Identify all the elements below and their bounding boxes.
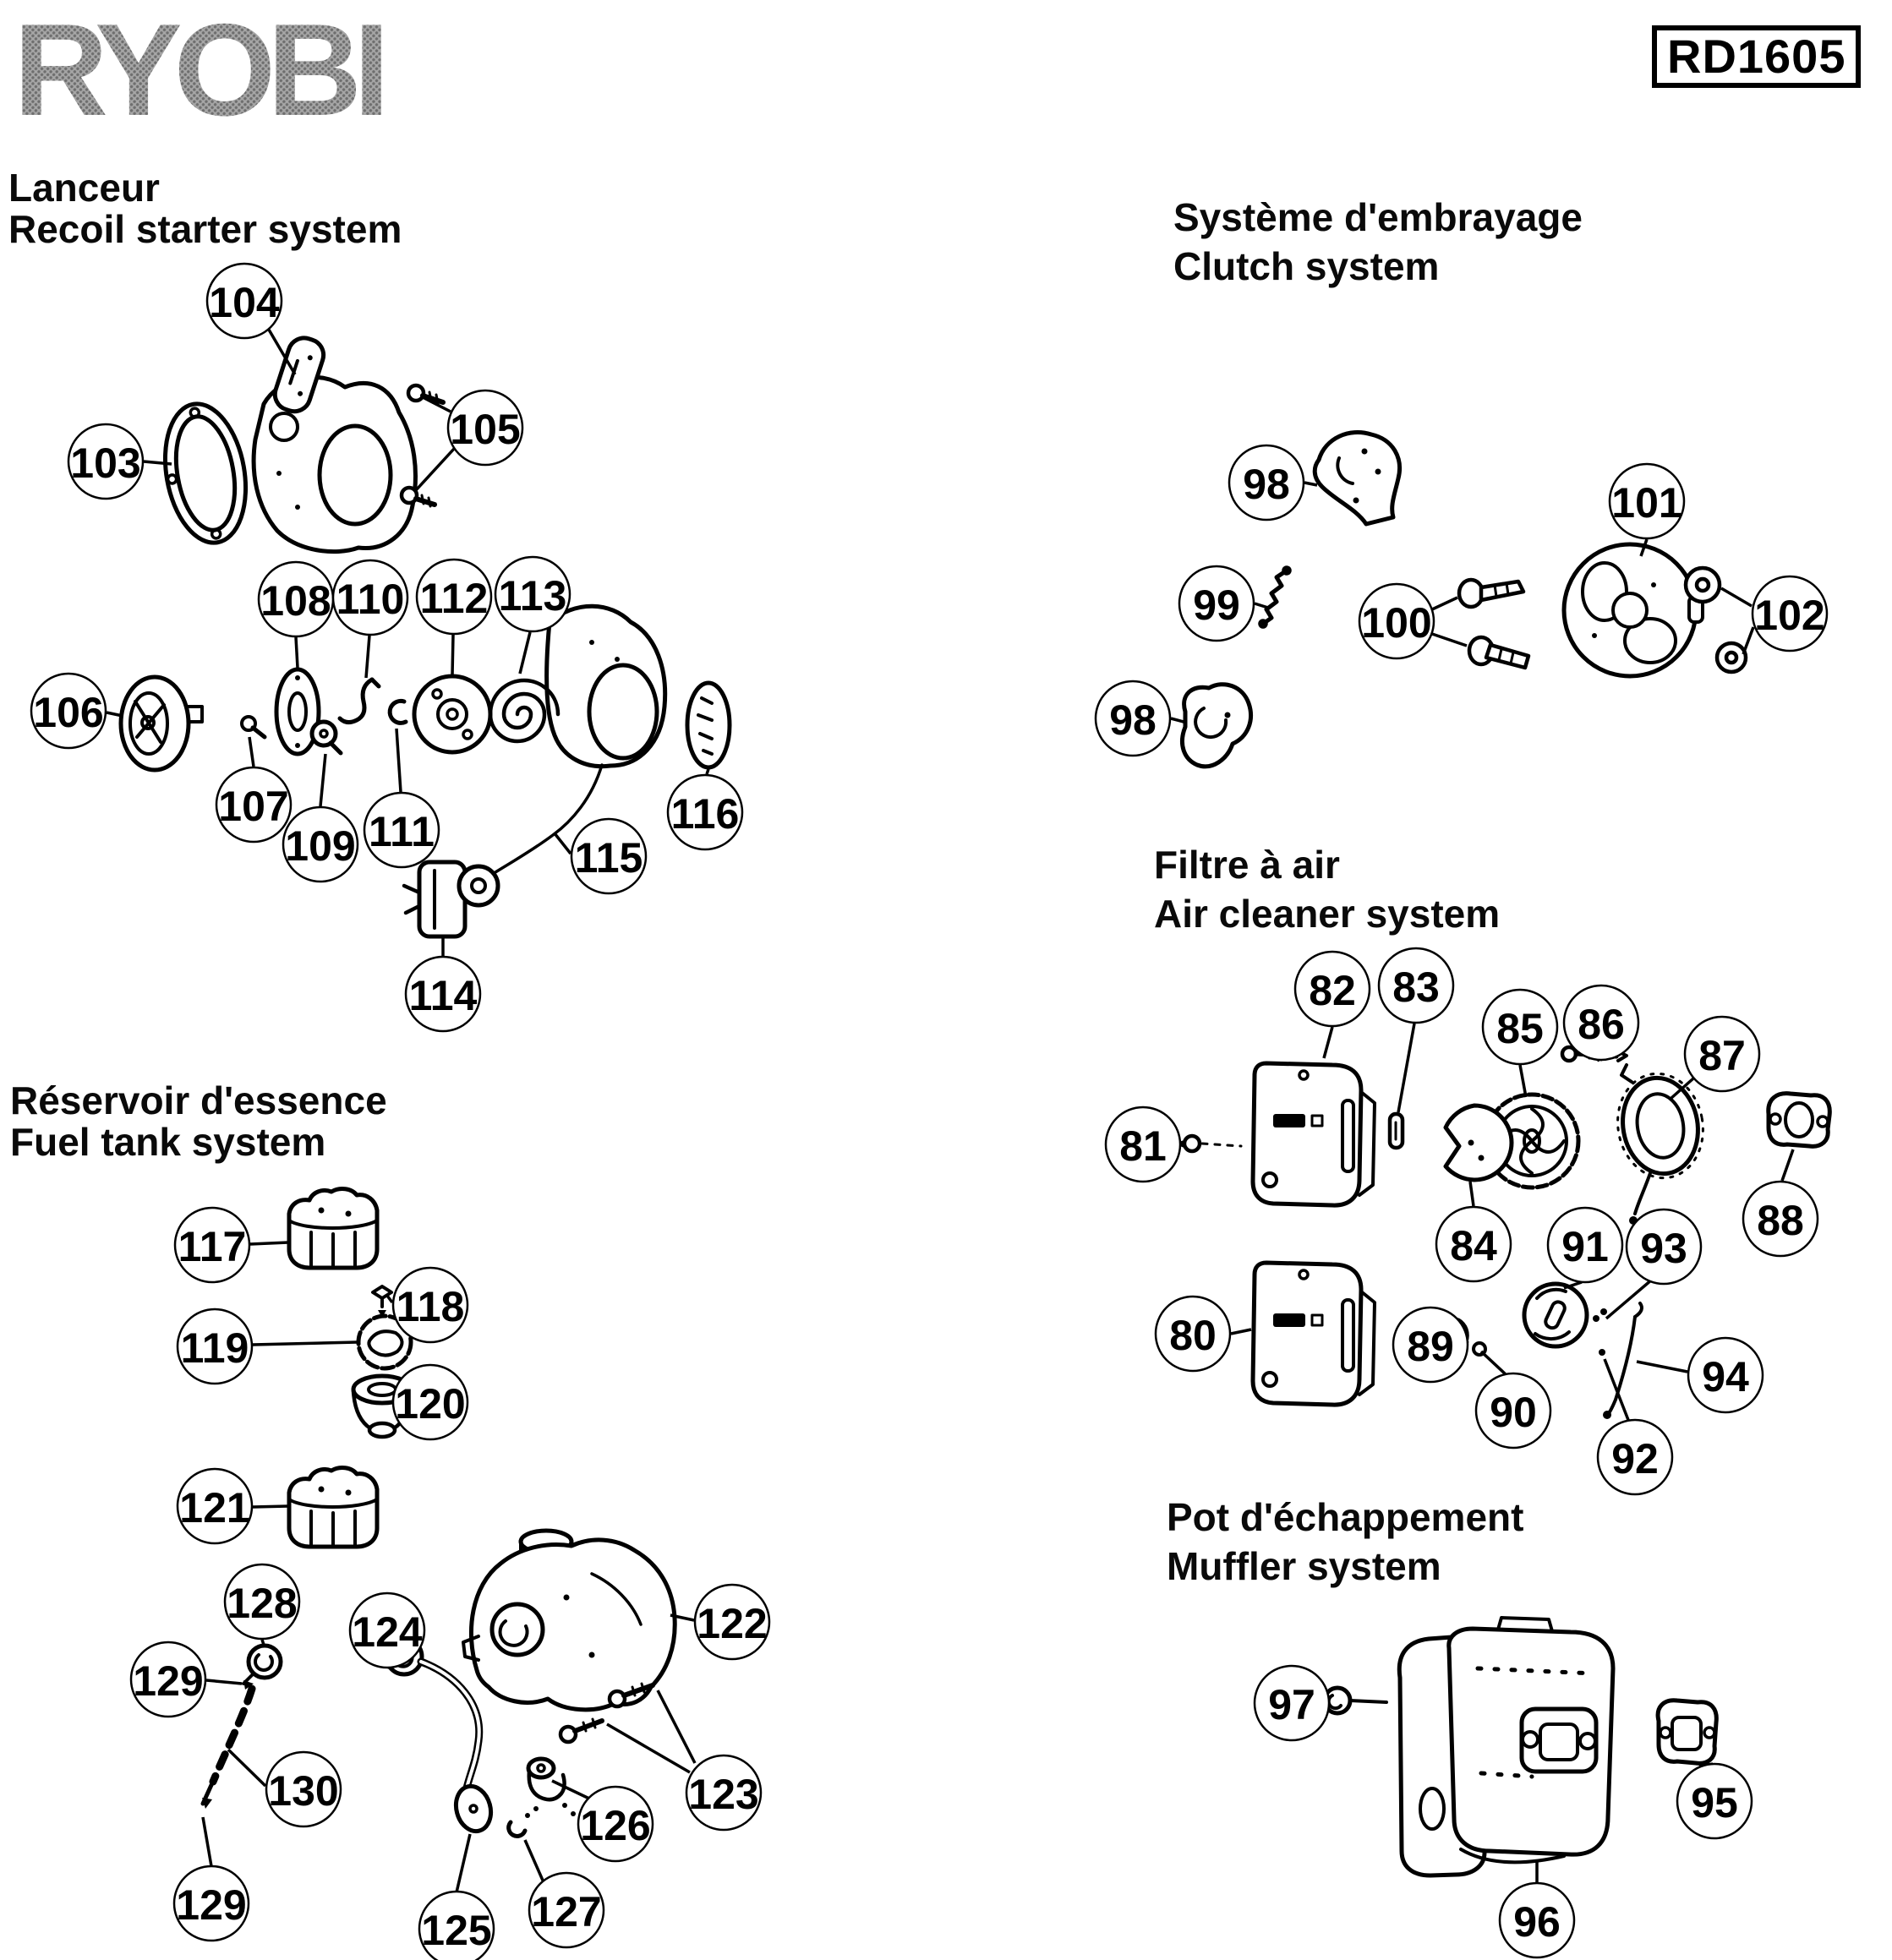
callout-number-129b: 129	[176, 1881, 247, 1929]
callout-number-124: 124	[352, 1608, 423, 1656]
callout-number-129a: 129	[133, 1657, 204, 1705]
callout-116	[668, 769, 742, 849]
part-clutch-shoe-a	[1315, 433, 1399, 524]
section-title-air-fr: Filtre à air	[1154, 843, 1340, 887]
section-title-clutch-en: Clutch system	[1173, 244, 1440, 288]
part-starter-handle	[404, 862, 498, 936]
callout-88	[1743, 1149, 1818, 1256]
leader-line-129b	[203, 1817, 211, 1866]
callout-number-94: 94	[1702, 1353, 1749, 1400]
section-title-muffler	[1167, 1493, 1523, 1591]
callout-98b	[1096, 681, 1184, 756]
callout-number-86: 86	[1578, 1001, 1625, 1048]
callout-number-97: 97	[1268, 1681, 1315, 1728]
section-title-air-en: Air cleaner system	[1154, 892, 1501, 936]
callout-number-113: 113	[498, 572, 567, 620]
callout-85	[1483, 990, 1557, 1097]
leader-line-105	[416, 449, 454, 490]
part-fuel-clip	[509, 1806, 539, 1836]
leader-line-112	[452, 635, 453, 675]
part-clutch-drum	[1564, 544, 1703, 676]
model-number-box	[1652, 25, 1861, 88]
callout-86	[1564, 985, 1638, 1061]
part-muffler-bolt-cap	[1325, 1688, 1386, 1713]
callout-127	[525, 1840, 604, 1947]
callout-130	[228, 1750, 341, 1826]
callout-number-117: 117	[178, 1223, 247, 1270]
callout-93	[1606, 1209, 1701, 1318]
leader-line-123	[658, 1690, 695, 1763]
callout-number-93: 93	[1640, 1225, 1687, 1272]
callout-89	[1393, 1308, 1468, 1382]
part-recoil-pawl	[312, 722, 341, 753]
callout-110	[333, 560, 407, 678]
part-recoil-pulley	[121, 677, 202, 770]
callout-number-81: 81	[1119, 1122, 1167, 1170]
callout-number-95: 95	[1691, 1779, 1738, 1826]
section-title-recoil-fr: Lanceur	[8, 166, 160, 210]
callout-number-85: 85	[1496, 1005, 1544, 1052]
part-recoil-spring-clip	[340, 680, 379, 723]
callout-101	[1610, 464, 1684, 556]
leader-line-98b	[1171, 718, 1184, 722]
callout-120	[392, 1365, 468, 1439]
leader-line-116	[707, 769, 708, 774]
callout-103	[68, 424, 172, 499]
callout-number-114: 114	[408, 972, 478, 1019]
part-air-filter	[1446, 1106, 1512, 1180]
leader-line-98a	[1304, 483, 1317, 485]
part-fuel-cap-2	[289, 1468, 377, 1547]
part-fuel-grommet	[243, 1646, 281, 1684]
part-air-gasket	[1769, 1094, 1830, 1147]
leader-line-99	[1255, 603, 1268, 608]
callout-number-122: 122	[697, 1600, 768, 1647]
leader-line-119	[253, 1342, 358, 1345]
leader-line-110	[366, 636, 369, 678]
section-title-fuel-fr: Réservoir d'essence	[10, 1078, 387, 1122]
leader-line-127	[525, 1840, 544, 1882]
part-air-latch	[1390, 1114, 1403, 1148]
callout-115	[555, 819, 646, 893]
leader-line-100	[1432, 598, 1457, 609]
callout-number-125: 125	[421, 1907, 492, 1954]
callout-number-108: 108	[260, 577, 331, 625]
leader-line-100	[1432, 634, 1467, 646]
callout-98a	[1229, 445, 1317, 520]
callout-126	[552, 1781, 653, 1861]
callout-129b	[174, 1817, 249, 1941]
model-number: RD1605	[1667, 30, 1846, 83]
leader-line-109	[320, 754, 325, 806]
part-recoil-reel	[414, 676, 490, 752]
section-title-fuel-en: Fuel tank system	[10, 1120, 326, 1164]
callout-number-103: 103	[70, 439, 141, 487]
section-title-clutch-fr: Système d'embrayage	[1173, 195, 1583, 239]
leader-line-80	[1231, 1329, 1251, 1334]
callout-number-115: 115	[574, 834, 643, 882]
leader-line-115	[555, 833, 571, 854]
callout-91	[1548, 1208, 1622, 1288]
leader-line-121	[253, 1506, 288, 1507]
leader-line-83	[1398, 1024, 1414, 1112]
callout-number-116: 116	[670, 790, 740, 838]
part-muffler-body	[1449, 1618, 1613, 1862]
brand-logo: RYOBI	[14, 0, 382, 143]
part-recoil-washer-clip	[390, 701, 406, 723]
callout-111	[364, 729, 439, 867]
part-fuel-tank	[463, 1531, 675, 1710]
leader-line-94	[1637, 1362, 1687, 1372]
callout-80	[1156, 1297, 1251, 1371]
leader-line-88	[1782, 1149, 1793, 1181]
callout-105	[416, 390, 522, 490]
callout-107	[216, 737, 291, 842]
callout-84	[1436, 1182, 1511, 1281]
callout-number-88: 88	[1757, 1197, 1804, 1244]
callout-number-107: 107	[218, 783, 289, 830]
callout-number-90: 90	[1490, 1389, 1537, 1436]
callout-122	[670, 1585, 769, 1659]
callout-117	[175, 1208, 288, 1282]
callout-number-98a: 98	[1243, 461, 1290, 508]
callout-124	[350, 1593, 424, 1668]
callout-number-101: 101	[1611, 479, 1682, 527]
part-fuel-cap-1	[289, 1189, 377, 1268]
callout-90	[1476, 1351, 1550, 1448]
callout-87	[1671, 1017, 1759, 1099]
leader-line-130	[228, 1750, 265, 1786]
leader-line-93	[1606, 1280, 1652, 1318]
part-choke-knob	[1524, 1284, 1587, 1346]
leader-line-102	[1743, 627, 1753, 654]
part-choke-pins	[1593, 1308, 1607, 1356]
callout-81	[1106, 1107, 1184, 1182]
callout-number-100: 100	[1361, 599, 1432, 647]
callout-112	[417, 560, 491, 675]
part-recoil-screw	[242, 717, 265, 737]
part-air-choke-plate	[1610, 1065, 1711, 1225]
callout-number-112: 112	[419, 575, 489, 622]
callout-number-87: 87	[1698, 1032, 1746, 1079]
callout-number-105: 105	[450, 406, 521, 453]
callout-number-104: 104	[209, 279, 280, 326]
callout-number-120: 120	[395, 1380, 466, 1428]
part-recoil-gasket	[155, 397, 255, 549]
leader-line-102	[1721, 588, 1752, 606]
callout-number-128: 128	[227, 1580, 298, 1627]
callout-number-130: 130	[268, 1767, 339, 1815]
callout-129a	[131, 1642, 242, 1717]
part-fuel-pickup	[451, 1783, 496, 1836]
callout-number-118: 118	[396, 1283, 465, 1330]
leader-line-111	[396, 729, 401, 792]
callout-128	[225, 1564, 299, 1645]
part-clutch-spring	[1260, 567, 1290, 627]
callout-number-84: 84	[1450, 1222, 1497, 1269]
callout-94	[1637, 1338, 1763, 1412]
part-air-cover	[1253, 1063, 1375, 1205]
callout-number-110: 110	[336, 576, 405, 623]
callout-number-102: 102	[1754, 592, 1825, 639]
callout-125	[419, 1834, 494, 1960]
leader-line-113	[520, 632, 530, 674]
leader-line-85	[1520, 1065, 1526, 1097]
callout-number-82: 82	[1309, 967, 1356, 1014]
callout-number-98b: 98	[1109, 696, 1157, 744]
callout-number-96: 96	[1513, 1898, 1561, 1946]
callout-number-111: 111	[369, 808, 435, 855]
leader-line-129a	[206, 1680, 242, 1684]
callout-number-127: 127	[531, 1888, 602, 1935]
part-air-base	[1253, 1263, 1375, 1405]
callout-83	[1379, 948, 1453, 1112]
callout-number-119: 119	[180, 1324, 249, 1372]
leader-line-128	[262, 1640, 264, 1645]
leader-line-82	[1324, 1027, 1332, 1058]
callout-121	[178, 1469, 288, 1543]
leader-line-107	[249, 737, 254, 767]
callout-number-126: 126	[580, 1802, 651, 1849]
part-fuel-valve	[373, 1286, 391, 1318]
callout-97	[1255, 1666, 1330, 1740]
leader-line-108	[296, 637, 298, 668]
part-recoil-screen	[687, 683, 730, 767]
part-breather-tube	[202, 1680, 254, 1809]
callout-number-106: 106	[33, 689, 104, 736]
callout-82	[1295, 952, 1370, 1058]
callout-number-121: 121	[179, 1484, 250, 1531]
leader-line-90	[1481, 1351, 1506, 1375]
section-title-recoil-en: Recoil starter system	[8, 207, 402, 251]
callout-number-109: 109	[285, 822, 356, 870]
section-title-muffler-fr: Pot d'échappement	[1167, 1495, 1524, 1539]
section-title-fuel	[10, 1080, 387, 1163]
callout-number-80: 80	[1169, 1312, 1217, 1359]
callout-number-123: 123	[688, 1771, 759, 1818]
section-title-muffler-en: Muffler system	[1167, 1544, 1441, 1588]
section-title-clutch	[1173, 193, 1583, 291]
callout-104	[207, 264, 295, 374]
callout-100	[1359, 584, 1467, 658]
leader-line-125	[457, 1834, 470, 1892]
section-title-air	[1154, 840, 1500, 938]
section-title-recoil	[8, 167, 402, 250]
callout-108	[259, 562, 333, 668]
callout-95	[1677, 1764, 1752, 1838]
leader-line-118	[387, 1296, 392, 1302]
callout-109	[283, 754, 358, 882]
callout-114	[406, 938, 480, 1031]
callout-92	[1598, 1359, 1672, 1494]
callout-number-91: 91	[1561, 1223, 1609, 1270]
callout-119	[178, 1309, 358, 1384]
callout-96	[1500, 1859, 1574, 1957]
callout-number-92: 92	[1611, 1435, 1659, 1482]
callout-number-89: 89	[1407, 1323, 1454, 1370]
callout-106	[31, 674, 123, 748]
callout-number-99: 99	[1193, 581, 1240, 629]
part-muffler-gasket	[1658, 1701, 1716, 1764]
callout-99	[1179, 566, 1268, 641]
part-recoil-case	[547, 606, 665, 766]
part-clutch-shoe-b	[1182, 685, 1250, 767]
leader-line-117	[250, 1242, 288, 1244]
leader-line-84	[1470, 1182, 1474, 1206]
callout-number-83: 83	[1392, 964, 1440, 1011]
part-clutch-rivets	[1459, 580, 1528, 668]
